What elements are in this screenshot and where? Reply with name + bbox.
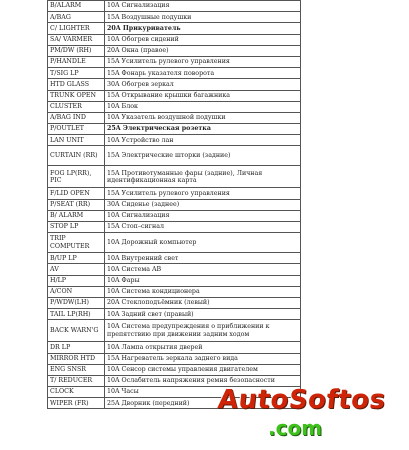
fuse-description-cell: 15A Стоп–сигнал: [105, 222, 301, 233]
fuse-code-cell: DR LP: [48, 342, 105, 353]
fuse-code-cell: T/ REDUCER: [48, 375, 105, 386]
fuse-code-cell: P/HANDLE: [48, 56, 105, 67]
table-row: [48, 1, 301, 12]
table-row: [48, 364, 301, 375]
fuse-code-cell: TAIL LP(RH): [48, 309, 105, 320]
fuse-description-cell: 15A Усилитель рулевого управления: [105, 188, 301, 199]
table-row: [48, 210, 301, 221]
fuse-description-cell: 10A Сигнализация: [105, 210, 301, 221]
table-row: [48, 275, 301, 286]
fuse-code-cell: LAN UNIT: [48, 135, 105, 146]
table-row: [48, 342, 301, 353]
fuse-code-cell: WIPER (FR): [48, 398, 105, 409]
fuse-description-cell: 10A Внутренний свет: [105, 253, 301, 264]
watermark-logo: [218, 385, 408, 447]
table-row: [48, 101, 301, 112]
fuse-description-cell: 10A Часы: [105, 387, 301, 398]
fuse-description-cell: 15A Усилитель рулевого управления: [105, 56, 301, 67]
fuse-description-cell: 30A Обогрев зеркал: [105, 79, 301, 90]
fuse-description-cell: 15A Фонарь указателя поворота: [105, 68, 301, 79]
fuse-code-cell: B/ ALARM: [48, 210, 105, 221]
fuse-description-cell: 10A Система кондиционера: [105, 286, 301, 297]
watermark-domain: .com: [268, 416, 323, 440]
fuse-code-cell: B/UP LP: [48, 253, 105, 264]
fuse-description-cell: 25A Электрическая розетка: [105, 124, 301, 135]
fuse-description-cell: 10A Задний свет (правый): [105, 309, 301, 320]
fuse-code-cell: MIRROR HTD: [48, 353, 105, 364]
fuse-code-cell: F/LID OPEN: [48, 188, 105, 199]
table-row: [48, 309, 301, 320]
table-row: [48, 90, 301, 101]
fuse-description-cell: 10A Система предупреждения о приближении к препятствию при движении задним ходом: [105, 320, 301, 342]
fuse-code-cell: H/LP: [48, 275, 105, 286]
fuse-code-cell: AV: [48, 264, 105, 275]
fuse-code-cell: TRIP COMPUTER: [48, 233, 105, 253]
table-row: [48, 320, 301, 342]
table-row: [48, 166, 301, 188]
fuse-description-cell: 15A Нагреватель зеркала заднего вида: [105, 353, 301, 364]
fuse-description-cell: 10A Блок: [105, 101, 301, 112]
fuse-code-cell: CLOCK: [48, 387, 105, 398]
fuse-description-cell: 10A Сенсор системы управления двигателем: [105, 364, 301, 375]
table-row: [48, 79, 301, 90]
fuse-description-cell: 15A Открывание крышки багажника: [105, 90, 301, 101]
fuse-code-cell: A/BAG: [48, 12, 105, 23]
fuse-description-cell: 25A Дворник (передний): [105, 398, 301, 409]
table-row: [48, 286, 301, 297]
fuse-code-cell: ENG SNSR: [48, 364, 105, 375]
fuse-code-cell: B/ALARM: [48, 1, 105, 12]
table-row: [48, 112, 301, 123]
fuse-code-cell: HTD GLASS: [48, 79, 105, 90]
fuse-description-cell: 15A Электрические шторки (задние): [105, 146, 301, 166]
fuse-code-cell: T/SIG LP: [48, 68, 105, 79]
table-row: [48, 253, 301, 264]
table-row: [48, 56, 301, 67]
table-row: [48, 12, 301, 23]
table-row: [48, 45, 301, 56]
fuse-code-cell: C/ LIGHTER: [48, 23, 105, 34]
fuse-code-cell: SA/ VARMER: [48, 34, 105, 45]
fuse-code-cell: CLUSTER: [48, 101, 105, 112]
fuse-description-cell: 10A Фары: [105, 275, 301, 286]
table-row: [48, 124, 301, 135]
table-row: [48, 297, 301, 308]
fuse-description-cell: 10A Устройство лан: [105, 135, 301, 146]
fuse-description-cell: 20A Прикуриватель: [105, 23, 301, 34]
table-row: [48, 146, 301, 166]
fuse-code-cell: PM/DW (RH): [48, 45, 105, 56]
fuse-code-cell: TRUNK OPEN: [48, 90, 105, 101]
table-row: [48, 23, 301, 34]
fuse-description-cell: 20A Окна (правое): [105, 45, 301, 56]
table-row: [48, 34, 301, 45]
fuse-description-cell: 20A Стеклоподъёмник (левый): [105, 297, 301, 308]
fuse-code-cell: A/BAG IND: [48, 112, 105, 123]
fuse-description-cell: 10A Сигнализация: [105, 1, 301, 12]
watermark-text: AutoSoftos: [216, 385, 388, 415]
fuse-description-cell: 10A Указатель воздушной подушки: [105, 112, 301, 123]
fuse-description-cell: 10A Ослабитель напряжения ремня безопасности: [105, 375, 301, 386]
table-row: [48, 233, 301, 253]
fuse-table-body: [48, 1, 301, 409]
fuse-description-cell: 10A Обогрев сидений: [105, 34, 301, 45]
table-row: [48, 188, 301, 199]
table-row: [48, 222, 301, 233]
fuse-description-cell: 10A Дорожный компьютер: [105, 233, 301, 253]
table-row: [48, 353, 301, 364]
fuse-description-cell: 15A Воздушные подушки: [105, 12, 301, 23]
table-row: [48, 199, 301, 210]
fuse-code-cell: P/SEAT (RR): [48, 199, 105, 210]
fuse-description-cell: 30A Сиденье (заднее): [105, 199, 301, 210]
fuse-description-cell: 15A Противотуманные фары (задние), Личная идентификационная карта: [105, 166, 301, 188]
table-row: [48, 68, 301, 79]
fuse-description-cell: 10A Система AB: [105, 264, 301, 275]
fuse-code-cell: A/CON: [48, 286, 105, 297]
fuse-description-cell: 10A Лампа открытия дверей: [105, 342, 301, 353]
fuse-code-cell: P/OUTLET: [48, 124, 105, 135]
table-row: [48, 135, 301, 146]
fuse-code-cell: STOP LP: [48, 222, 105, 233]
fuse-code-cell: FOG LP(RR), PIC: [48, 166, 105, 188]
fuse-table: [47, 0, 301, 409]
fuse-code-cell: CURTAIN (RR): [48, 146, 105, 166]
fuse-code-cell: P/WDW(LH): [48, 297, 105, 308]
fuse-code-cell: BACK WARN'G: [48, 320, 105, 342]
table-row: [48, 264, 301, 275]
